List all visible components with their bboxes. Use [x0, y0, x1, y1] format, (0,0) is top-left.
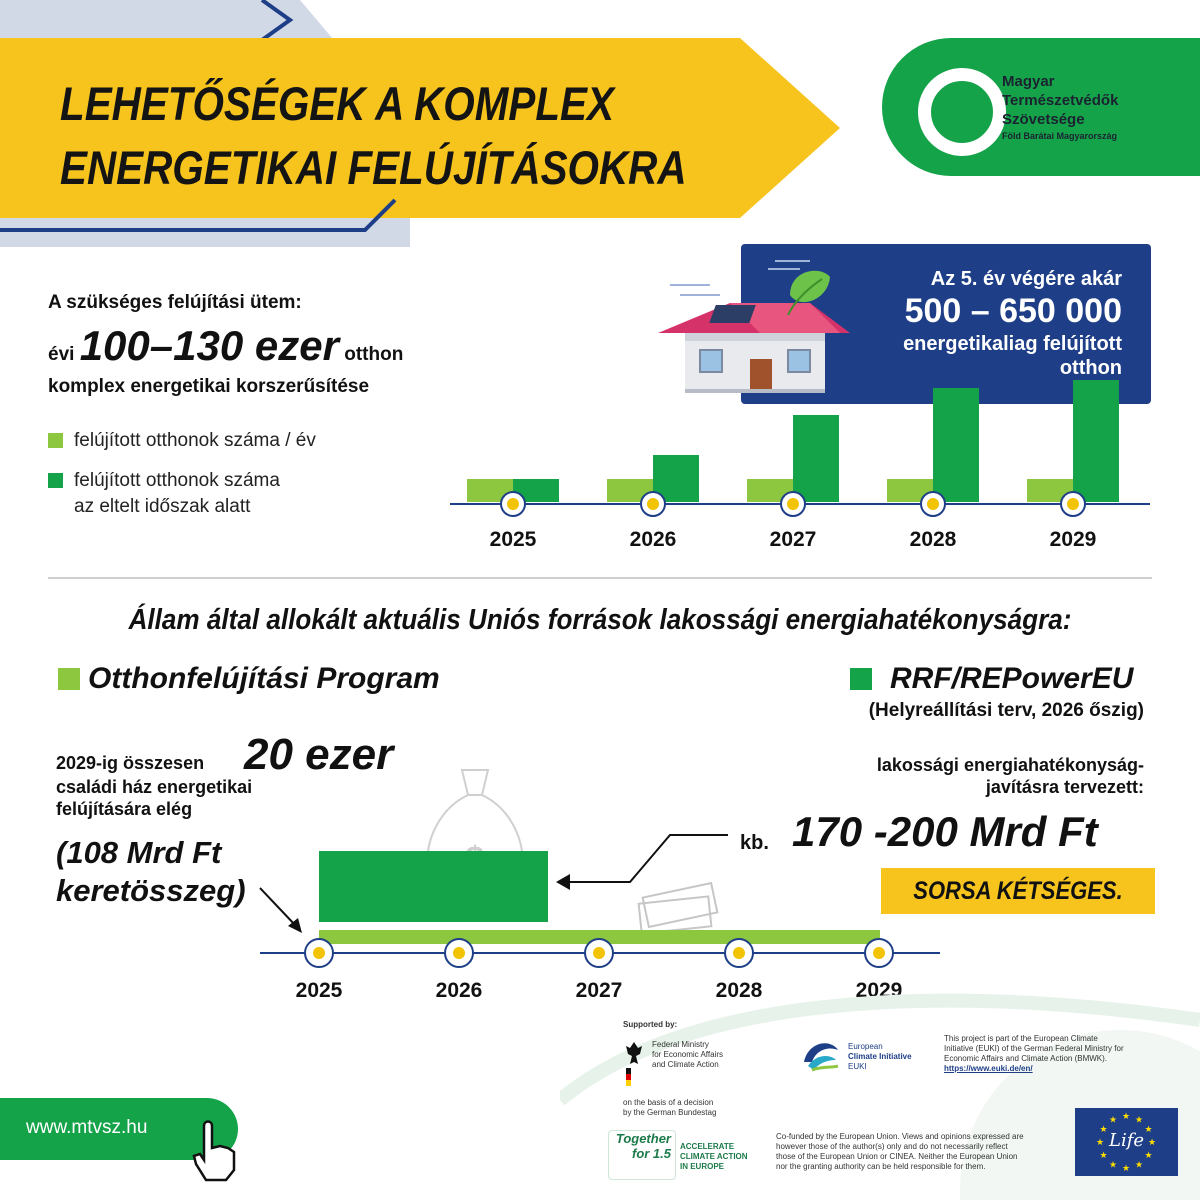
arrow-to-2025 [260, 888, 296, 926]
org-tagline: Föld Barátai Magyarország [1002, 131, 1118, 141]
website-link[interactable]: www.mtvsz.hu [0, 1098, 238, 1160]
together-logo: Together for 1.5 [608, 1130, 676, 1180]
accelerate-text: ACCELERATE CLIMATE ACTION IN EUROPE [680, 1142, 748, 1171]
timeline-dot-2025 [501, 492, 525, 516]
top-chart [440, 380, 1160, 565]
eu-star-icon: ★ [1108, 1115, 1118, 1126]
callout-number: 500 – 650 000 [904, 292, 1122, 330]
euki-link[interactable]: https://www.euki.de/en/ [944, 1064, 1033, 1073]
bar-cumulative-2028 [933, 388, 979, 502]
timeline-dot-2027 [781, 492, 805, 516]
arrow-to-rrf [562, 835, 728, 882]
supported-by: Supported by: [623, 1020, 678, 1029]
eu-star-icon: ★ [1121, 1164, 1131, 1174]
funding-dot-2028 [725, 939, 753, 967]
legend-swatch-per-year [48, 433, 63, 448]
callout-text: energetikaliag felújított otthon [903, 333, 1122, 379]
funding-dot-2025 [305, 939, 333, 967]
year-label-2025: 2025 [489, 528, 537, 551]
rrf-title: RRF/REPowerEU [890, 662, 1134, 695]
needs-suffix: otthon [344, 344, 404, 365]
funding-year-2027: 2027 [575, 979, 623, 1002]
eu-star-icon: ★ [1134, 1115, 1144, 1126]
legend-swatch-program [58, 668, 80, 690]
funding-year-2026: 2026 [435, 979, 483, 1002]
needs-value [48, 322, 403, 370]
funding-dot-2026 [445, 939, 473, 967]
funding-year-2025: 2025 [295, 979, 343, 1002]
funding-chart [250, 740, 950, 1015]
year-label-2029: 2029 [1049, 528, 1097, 551]
funding-dot-2027 [585, 939, 613, 967]
year-label-2026: 2026 [629, 528, 677, 551]
ministry-name: Federal Ministry for Economic Affairs and Climate Action [652, 1040, 723, 1069]
eu-star-icon: ★ [1147, 1138, 1157, 1148]
year-label-2027: 2027 [769, 528, 817, 551]
legend-swatch-rrf [850, 668, 872, 690]
legend-cumulative: felújított otthonok száma az eltelt időszak alatt [74, 470, 280, 517]
bar-cumulative-2027 [793, 415, 839, 502]
eu-star-icon: ★ [1099, 1151, 1108, 1161]
needs-prefix: évi [48, 344, 75, 365]
year-label-2028: 2028 [909, 528, 957, 551]
org-name: Magyar Természetvédők Szövetsége [1002, 73, 1119, 128]
rrf-subtitle: (Helyreállítási terv, 2026 őszig) [868, 700, 1144, 721]
rrf-block [319, 851, 548, 922]
needs-description: komplex energetikai korszerűsítése [48, 376, 370, 397]
callout-line1: Az 5. év végére akár [930, 268, 1122, 290]
euki-name: European Climate Initiative EUKI [848, 1042, 912, 1071]
rrf-amount: 170 -200 Mrd Ft [792, 808, 1098, 855]
rrf-kb: kb. [740, 832, 769, 854]
eu-star-icon: ★ [1121, 1112, 1131, 1122]
bar-cumulative-2029 [1073, 380, 1119, 502]
bundestag-note: on the basis of a decision by the German Bundestag [623, 1098, 717, 1117]
timeline-dot-2026 [641, 492, 665, 516]
eu-star-icon: ★ [1108, 1160, 1118, 1171]
org-ring-icon [918, 68, 1006, 156]
eu-star-icon: ★ [1144, 1151, 1153, 1161]
program-text-2: családi ház energetikai felújítására elég [56, 777, 253, 819]
eu-star-icon: ★ [1144, 1125, 1153, 1135]
legend-per-year: felújított otthonok száma / év [74, 430, 316, 451]
cash-stack-icon [639, 883, 718, 934]
needs-big: 100–130 ezer [79, 322, 339, 369]
eu-star-icon: ★ [1134, 1160, 1144, 1171]
program-text-1: 2029-ig összesen [56, 753, 205, 773]
german-eagle-icon [624, 1040, 644, 1088]
page-title: LEHETŐSÉGEK A KOMPLEX ENERGETIKAI FELÚJÍTÁSOKRA [60, 77, 687, 194]
section-divider [48, 577, 1152, 579]
rrf-text: lakossági energiahatékonyság- javításra tervezett: [876, 755, 1144, 797]
funding-year-2029: 2029 [855, 979, 903, 1002]
funding-dot-2029 [865, 939, 893, 967]
status-badge: SORSA KÉTSÉGES. [881, 868, 1155, 914]
euki-description: This project is part of the European Climate Initiative (EUKI) of the German Federal Ministry for Economic Affairs and Climate Action (BMWK). https://www.euki.de/en/ [944, 1034, 1184, 1074]
hand-cursor-icon [190, 1118, 240, 1184]
needs-label: A szükséges felújítási ütem: [48, 292, 302, 313]
euki-logo-icon [800, 1036, 840, 1072]
house-icon [650, 255, 850, 395]
program-amount: (108 Mrd Ft keretösszeg) [56, 835, 246, 908]
timeline-dot-2028 [921, 492, 945, 516]
timeline-dot-2029 [1061, 492, 1085, 516]
eu-star-icon: ★ [1095, 1138, 1105, 1148]
funding-year-2028: 2028 [715, 979, 763, 1002]
arrow-head-rrf [556, 874, 570, 890]
eu-life-logo: ★ ★ ★ ★ ★ ★ ★ ★ ★ ★ ★ ★ Life [1075, 1108, 1178, 1176]
program-big-number: 20 ezer [244, 730, 394, 779]
funding-heading: Állam által allokált aktuális Uniós források lakossági energiahatékonyságra: [128, 604, 1072, 636]
legend-swatch-cumulative [48, 473, 63, 488]
eu-star-icon: ★ [1099, 1125, 1108, 1135]
eu-disclaimer: Co-funded by the European Union. Views and opinions expressed are however those of the author(s) only and do not necessarily reflect those of the European Union or CINEA. Neither the European Union nor the granting authority can be held responsible for them. [776, 1132, 1024, 1171]
program-title: Otthonfelújítási Program [88, 662, 440, 695]
